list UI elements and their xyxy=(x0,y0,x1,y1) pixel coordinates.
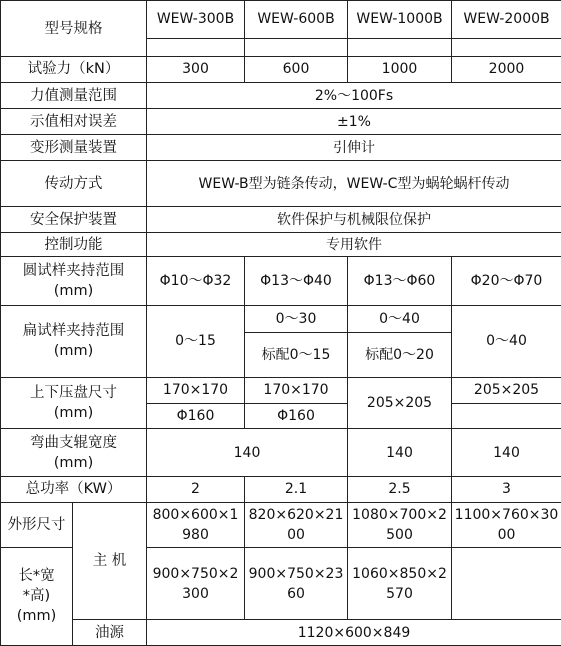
platen-size-value: 170×170 xyxy=(147,378,245,404)
header-spacer xyxy=(452,38,561,56)
dimensions-sub-unit: (mm) xyxy=(16,608,57,625)
host-dimension xyxy=(147,547,245,620)
host-dimension-line: 60 xyxy=(287,585,305,602)
host-label: 主 机 xyxy=(73,502,147,620)
host-dimension-line: 980 xyxy=(182,526,209,543)
force-range-label: 力值测量范围 xyxy=(1,82,147,109)
host-dimension-line: 300 xyxy=(182,585,209,602)
model-header: WEW-300B xyxy=(147,1,245,39)
oil-source-label: 油源 xyxy=(73,620,147,646)
header-spacer xyxy=(348,38,452,56)
platen-size-label-unit: (mm) xyxy=(53,405,94,422)
model-spec-label: 型号规格 xyxy=(1,1,147,57)
header-spacer xyxy=(245,38,348,56)
platen-diameter: Φ160 xyxy=(245,403,348,429)
host-dimension-line: 1100×760×30 xyxy=(454,506,559,523)
platen-size-value: 170×170 xyxy=(245,378,348,404)
host-dimension-blank xyxy=(452,547,561,620)
force-range-value: 2%～100Fs xyxy=(147,82,561,109)
host-dimension-line: 00 xyxy=(287,526,305,543)
round-clamp-label xyxy=(1,257,147,305)
safety-label: 安全保护装置 xyxy=(1,207,147,233)
host-dimension xyxy=(452,502,561,547)
total-power-label: 总功率（KW） xyxy=(1,477,147,503)
oil-source-value: 1120×600×849 xyxy=(147,620,561,646)
model-header: WEW-2000B xyxy=(452,1,561,39)
model-header: WEW-1000B xyxy=(348,1,452,39)
host-dimension-line: 00 xyxy=(497,526,516,543)
round-clamp-label-line: 圆试样夹持范围 xyxy=(22,263,125,279)
host-dimension-line: 900×750×23 xyxy=(248,565,344,582)
test-force-value: 600 xyxy=(245,57,348,83)
total-power-value: 2.5 xyxy=(348,477,452,503)
flat-clamp-label-unit: (mm) xyxy=(53,343,94,360)
host-dimension xyxy=(147,502,245,547)
dimensions-sub-label xyxy=(1,547,73,645)
bend-roller-label-unit: (mm) xyxy=(53,454,94,471)
host-dimension xyxy=(245,547,348,620)
flat-clamp-value: 0～30 xyxy=(245,305,348,333)
host-dimension-line: 570 xyxy=(386,585,413,602)
dimensions-sub-line: *高) xyxy=(22,588,51,605)
deformation-device-label: 变形测量装置 xyxy=(1,134,147,161)
bend-roller-value: 140 xyxy=(348,429,452,477)
safety-value: 软件保护与机械限位保护 xyxy=(147,207,561,233)
drive-mode-label: 传动方式 xyxy=(1,161,147,207)
host-dimension-line: 1080×700×2 xyxy=(352,506,447,523)
flat-clamp-label xyxy=(1,305,147,378)
dimensions-sub-line: 长*宽 xyxy=(18,568,55,585)
host-dimension-line: 500 xyxy=(386,526,413,543)
model-header: WEW-600B xyxy=(245,1,348,39)
flat-clamp-standard: 标配0～15 xyxy=(245,333,348,378)
flat-clamp-value: 0～15 xyxy=(147,305,245,378)
round-clamp-value: Φ10～Φ32 xyxy=(147,257,245,305)
relative-error-label: 示值相对误差 xyxy=(1,109,147,135)
flat-clamp-standard: 标配0～20 xyxy=(348,333,452,378)
control-value: 专用软件 xyxy=(147,232,561,257)
relative-error-value: ±1% xyxy=(147,109,561,135)
host-dimension-line: 800×600×1 xyxy=(152,506,239,523)
platen-size-value: 205×205 xyxy=(348,378,452,429)
platen-size-label xyxy=(1,378,147,429)
round-clamp-value: Φ13～Φ40 xyxy=(245,257,348,305)
bend-roller-value: 140 xyxy=(147,429,348,477)
flat-clamp-value: 0～40 xyxy=(348,305,452,333)
round-clamp-label-unit: (mm) xyxy=(53,283,94,299)
test-force-label: 试验力（kN） xyxy=(1,57,147,83)
host-dimension xyxy=(348,502,452,547)
platen-size-value: 205×205 xyxy=(452,378,561,404)
flat-clamp-value: 0～40 xyxy=(452,305,561,378)
platen-blank xyxy=(452,403,561,429)
total-power-value: 2.1 xyxy=(245,477,348,503)
host-dimension xyxy=(348,547,452,620)
total-power-value: 2 xyxy=(147,477,245,503)
round-clamp-value: Φ13～Φ60 xyxy=(348,257,452,305)
bend-roller-label-line: 弯曲支辊宽度 xyxy=(30,434,117,451)
bend-roller-value: 140 xyxy=(452,429,561,477)
control-label: 控制功能 xyxy=(1,232,147,257)
platen-size-label-line: 上下压盘尺寸 xyxy=(30,385,117,402)
test-force-value: 1000 xyxy=(348,57,452,83)
platen-diameter: Φ160 xyxy=(147,403,245,429)
host-dimension-line: 900×750×2 xyxy=(152,565,239,582)
host-dimension-line: 1060×850×2 xyxy=(352,565,447,582)
host-dimension-line: 820×620×21 xyxy=(248,506,344,523)
test-force-value: 2000 xyxy=(452,57,561,83)
flat-clamp-label-line: 扁试样夹持范围 xyxy=(22,323,125,340)
header-spacer xyxy=(147,38,245,56)
total-power-value: 3 xyxy=(452,477,561,503)
deformation-device-value: 引伸计 xyxy=(147,134,561,161)
host-dimension xyxy=(245,502,348,547)
round-clamp-value: Φ20～Φ70 xyxy=(452,257,561,305)
drive-mode-value: WEW-B型为链条传动，WEW-C型为蜗轮蜗杆传动 xyxy=(147,161,561,207)
dimensions-label: 外形尺寸 xyxy=(1,502,73,547)
bend-roller-label xyxy=(1,429,147,477)
test-force-value: 300 xyxy=(147,57,245,83)
